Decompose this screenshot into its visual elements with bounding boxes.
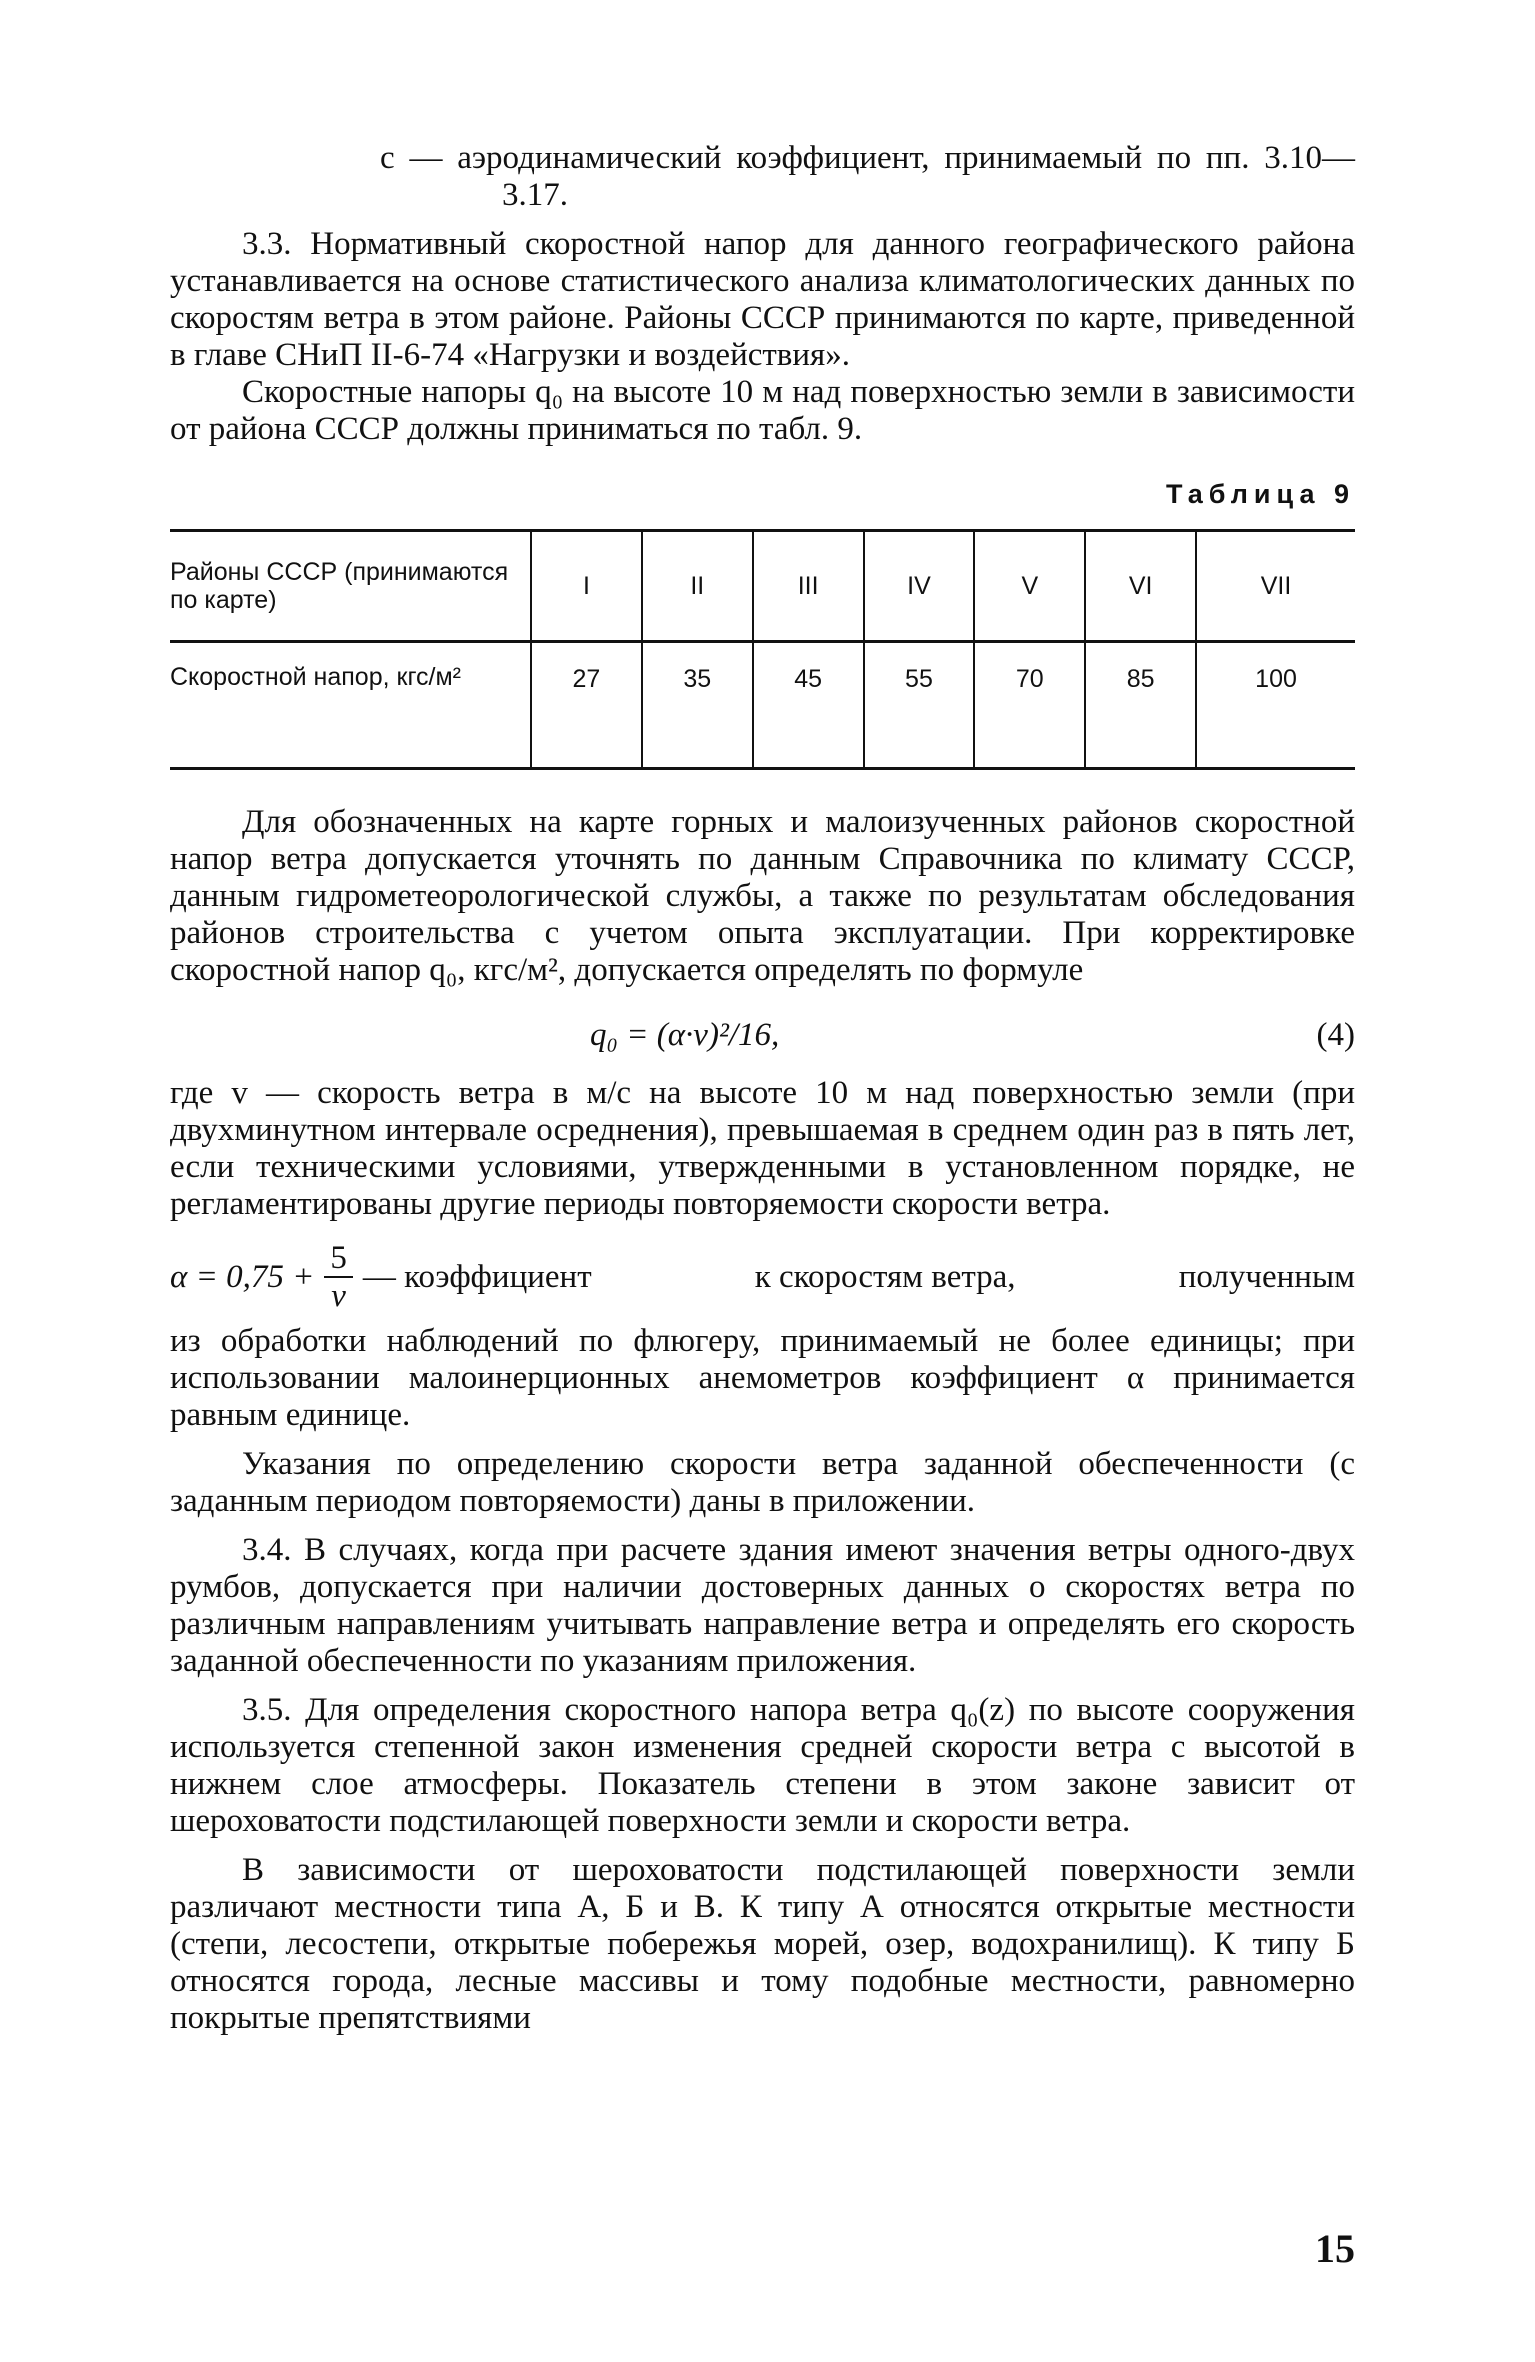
table-caption: Таблица 9 <box>1165 479 1355 509</box>
table-9 <box>170 529 1355 770</box>
table-cell-value: 85 <box>1085 642 1196 769</box>
paragraph-terrain-types: В зависимости от шероховатости подстилающей поверхности земли различают местности типа А, Б и В. К типу А относятся открытые местности (степи, лесостепи, открытые побережья морей, озер, водохранилищ). К типу Б относятся города, лесные массивы и тому подобные местности, равномерно покрытые препятствиями <box>170 1852 1355 2036</box>
paragraph-3-5: 3.5. Для определения скоростного напора ветра q₀(z) по высоте сооружения используется степенной закон изменения средней скорости ветра с высотой в нижнем слое атмосферы. Показатель степени в этом законе зависит от шероховатости подстилающей поверхности земли и скорости ветра. <box>170 1692 1355 1839</box>
table-cell-district: IV <box>864 531 975 642</box>
table-cell-value: 45 <box>753 642 864 769</box>
formula-text: q₀ = (α·v)²/16, <box>590 1017 780 1053</box>
paragraph-instructions: Указания по определению скорости ветра заданной обеспеченности (с заданным периодом повторяемости) даны в приложении. <box>170 1446 1355 1519</box>
formula-number: (4) <box>1316 1017 1355 1053</box>
table-cell-district: III <box>753 531 864 642</box>
fraction-denominator: v <box>331 1278 346 1314</box>
table-cell-value: 70 <box>974 642 1085 769</box>
paragraph-3-4: 3.4. В случаях, когда при расчете здания имеют значения ветры одного-двух румбов, допускается при наличии достоверных данных о скоростях ветра по различным направлениям учитывать направление ветра и определять его скорость заданной обеспеченности по указаниям приложения. <box>170 1532 1355 1679</box>
table-cell-value: 27 <box>531 642 642 769</box>
paragraph-c-definition: с — аэродинамический коэффициент, принимаемый по пп. 3.10—3.17. <box>380 140 1355 213</box>
table-row-districts <box>170 531 1355 642</box>
table-row-header-districts: Районы СССР (принимаются по карте) <box>170 531 531 642</box>
paragraph-q0-heights: Скоростные напоры q₀ на высоте 10 м над поверхностью земли в зависимости от района СССР должны приниматься по табл. 9. <box>170 374 1355 447</box>
alpha-word-speeds: к скоростям ветра, <box>754 1258 1016 1295</box>
paragraph-alpha-continued: из обработки наблюдений по флюгеру, принимаемый не более единицы; при использовании малоинерционных анемометров коэффициент α принимается равным единице. <box>170 1323 1355 1433</box>
alpha-definition <box>170 1231 1355 1323</box>
table-cell-district: II <box>642 531 753 642</box>
document-page <box>170 140 1355 2037</box>
alpha-word-coefficient: — коэффициент <box>362 1258 592 1295</box>
table-cell-value: 55 <box>864 642 975 769</box>
paragraph-mountain-regions: Для обозначенных на карте горных и малоизученных районов скоростной напор ветра допускается уточнять по данным Справочника по климату СССР, данным гидрометеорологической службы, а также по результатам обследования районов строительства с учетом опыта эксплуатации. При корректировке скоростной напор q₀, кгс/м², допускается определять по формуле <box>170 804 1355 988</box>
formula-4 <box>170 1009 1355 1065</box>
paragraph-where-v: где v — скорость ветра в м/с на высоте 10 м над поверхностью земли (при двухминутном интервале осреднения), превышаемая в среднем один раз в пять лет, если техническими условиями, утвержденными в установленном порядке, не регламентированы другие периоды повторяемости скорости ветра. <box>170 1075 1355 1222</box>
paragraph-3-3: 3.3. Нормативный скоростной напор для данного географического района устанавливается на основе статистического анализа климатологических данных по скоростям ветра в этом районе. Районы СССР принимаются по карте, приведенной в главе СНиП II-6-74 «Нагрузки и воздействия». <box>170 226 1355 373</box>
table-cell-value: 35 <box>642 642 753 769</box>
table-row-header-pressure: Скоростной напор, кгс/м² <box>170 663 461 691</box>
fraction-numerator: 5 <box>324 1240 353 1278</box>
table-cell-district: I <box>531 531 642 642</box>
alpha-word-obtained: полученным <box>1178 1258 1355 1295</box>
table-cell-district: V <box>974 531 1085 642</box>
table-cell-value: 100 <box>1196 642 1355 769</box>
fraction-5-over-v <box>324 1240 353 1314</box>
table-row-pressure <box>170 642 1355 769</box>
table-cell-district: VI <box>1085 531 1196 642</box>
page-number: 15 <box>1315 2226 1355 2271</box>
table-cell-district: VII <box>1196 531 1355 642</box>
alpha-description <box>363 1259 1355 1296</box>
alpha-lhs: α = 0,75 + <box>170 1258 315 1295</box>
